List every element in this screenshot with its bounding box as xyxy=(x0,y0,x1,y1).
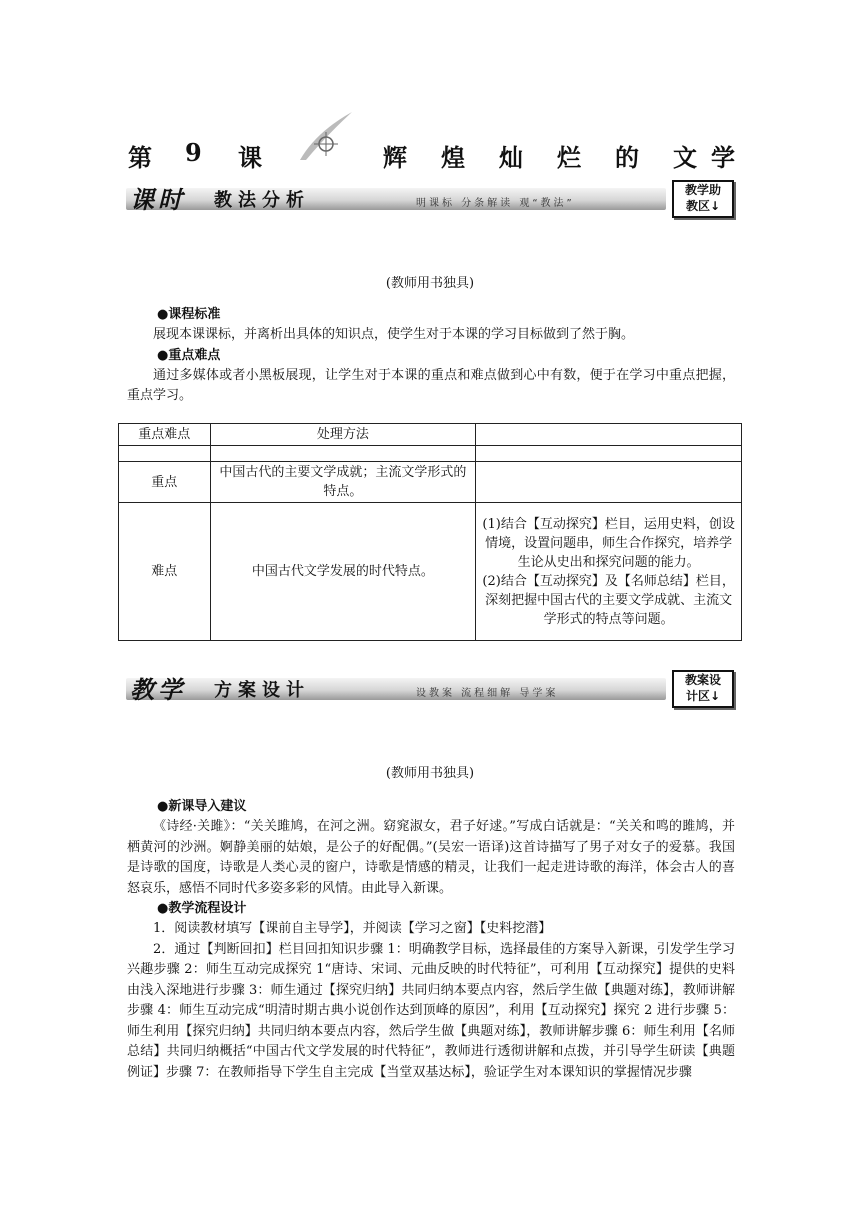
banner-title-small: 教法分析 xyxy=(214,190,310,211)
table-header: 处理方法 xyxy=(210,424,476,446)
row-content-difficult: 中国古代文学发展的时代特点。 xyxy=(210,503,476,641)
title-char: 文 xyxy=(673,143,697,172)
flow-step-2: 2．通过【判断回扣】栏目回扣知识步骤 1：明确教学目标，选择最佳的方案导入新课，引发学生学习兴趣步骤 2：师生互动完成探究 1“唐诗、宋词、元曲反映的时代特征”，可利用【互动探究】提供的史料由浅入深地进行步骤 3：师生通过【探究归纳】共同归纳本要点内容，然后学生做【典题对练】，教师讲解步骤 4：师生互动完成“明清时期古典小说创作达到顶峰的原因”，利用【互动探究】探究 2 进行步骤 5：师生利用【探究归纳】共同归纳本要点内容，然后学生做【典题对练】，教师讲解步骤 6：师生利用【名师总结】共同归纳概括“中国古代文学发展的时代特征”，教师进行透彻讲解和点拨，并引导学生研读【典题例证】步骤 7：在教师指导下学生自主完成【当堂双基达标】，验证学生对本课知识的掌握情况步骤 xyxy=(127,941,735,1080)
teacher-only-note: (教师用书独具) xyxy=(385,276,475,291)
title-char: 9 xyxy=(185,138,202,167)
intro-text: 《诗经·关雎》：“关关雎鸠，在河之洲。窈窕淑女，君子好逑。”写成白话就是：“关关和鸣的雎鸠，并栖黄河的沙洲。婀静美丽的姑娘，是公子的好配偶。”(吴宏一语译)这首诗描写了男子对女子的爱慕。我国是诗歌的国度，诗歌是人类心灵的窗户，诗歌是情感的精灵，让我们一起走进诗歌的海洋，体会古人的喜怒哀乐，感悟不同时代多姿多彩的风情。由此导入新课。 xyxy=(127,819,735,896)
method-item: (2)结合【互动探究】及【名师总结】栏目，深刻把握中国古代的主要文学成就、主流文学形式的特点等问题。 xyxy=(482,573,735,627)
title-char: 第 xyxy=(128,143,152,172)
teacher-only-note: (教师用书独具) xyxy=(385,766,475,781)
crosshair-decoration-icon xyxy=(296,110,354,162)
heading-course-standard: ●课程标准 xyxy=(157,307,221,322)
title-char: 辉 xyxy=(383,143,407,172)
row-label-key: 重点 xyxy=(119,462,211,503)
title-char: 烂 xyxy=(557,143,581,172)
row-content-key: 中国古代的主要文学成就；主流文学形式的特点。 xyxy=(210,462,476,503)
section-banner-design xyxy=(126,670,734,706)
title-char: 煌 xyxy=(441,143,465,172)
lesson-plan-area-button[interactable] xyxy=(672,670,734,708)
banner-subtitle: 设教案 流程细解 导学案 xyxy=(416,688,559,699)
course-standard-text: 展现本课课标，并离析出具体的知识点，使学生对于本课的学习目标做到了然于胸。 xyxy=(153,327,635,342)
lesson-title xyxy=(128,138,738,172)
box-line: 教学助 xyxy=(684,183,721,197)
table-header: 重点难点 xyxy=(119,424,211,446)
title-char: 课 xyxy=(238,143,262,172)
box-line: 计区↓ xyxy=(685,689,721,703)
box-line: 教案设 xyxy=(684,673,721,687)
teacher-area-button[interactable] xyxy=(672,180,734,218)
title-char: 学 xyxy=(711,143,735,172)
banner-title-small: 方案设计 xyxy=(214,680,310,701)
method-item: (1)结合【互动探究】栏目，运用史料，创设情境，设置问题串，师生合作探究，培养学生论从史出和探究问题的能力。 xyxy=(482,516,735,570)
key-points-text: 通过多媒体或者小黑板展现，让学生对于本课的重点和难点做到心中有数，便于在学习中重点把握，重点学习。 xyxy=(127,367,735,403)
title-char: 的 xyxy=(615,143,639,172)
heading-flow: ●教学流程设计 xyxy=(157,901,247,916)
key-points-table xyxy=(118,423,742,641)
title-char: 灿 xyxy=(499,143,523,172)
banner-bar xyxy=(126,678,666,700)
flow-step-1: 1．阅读教材填写【课前自主导学】，并阅读【学习之窗】【史料挖潜】 xyxy=(153,921,552,936)
section-banner-analysis xyxy=(126,180,734,216)
banner-bar xyxy=(126,188,666,210)
banner-title-big: 教学 xyxy=(130,675,186,704)
banner-subtitle: 明课标 分条解读 观“教法” xyxy=(416,198,575,209)
heading-intro: ●新课导入建议 xyxy=(157,799,247,814)
box-line: 教区↓ xyxy=(685,199,721,213)
banner-title-big: 课时 xyxy=(130,185,186,214)
table-header xyxy=(476,424,742,446)
heading-key-points: ●重点难点 xyxy=(157,347,221,363)
row-label-difficult: 难点 xyxy=(119,503,211,641)
